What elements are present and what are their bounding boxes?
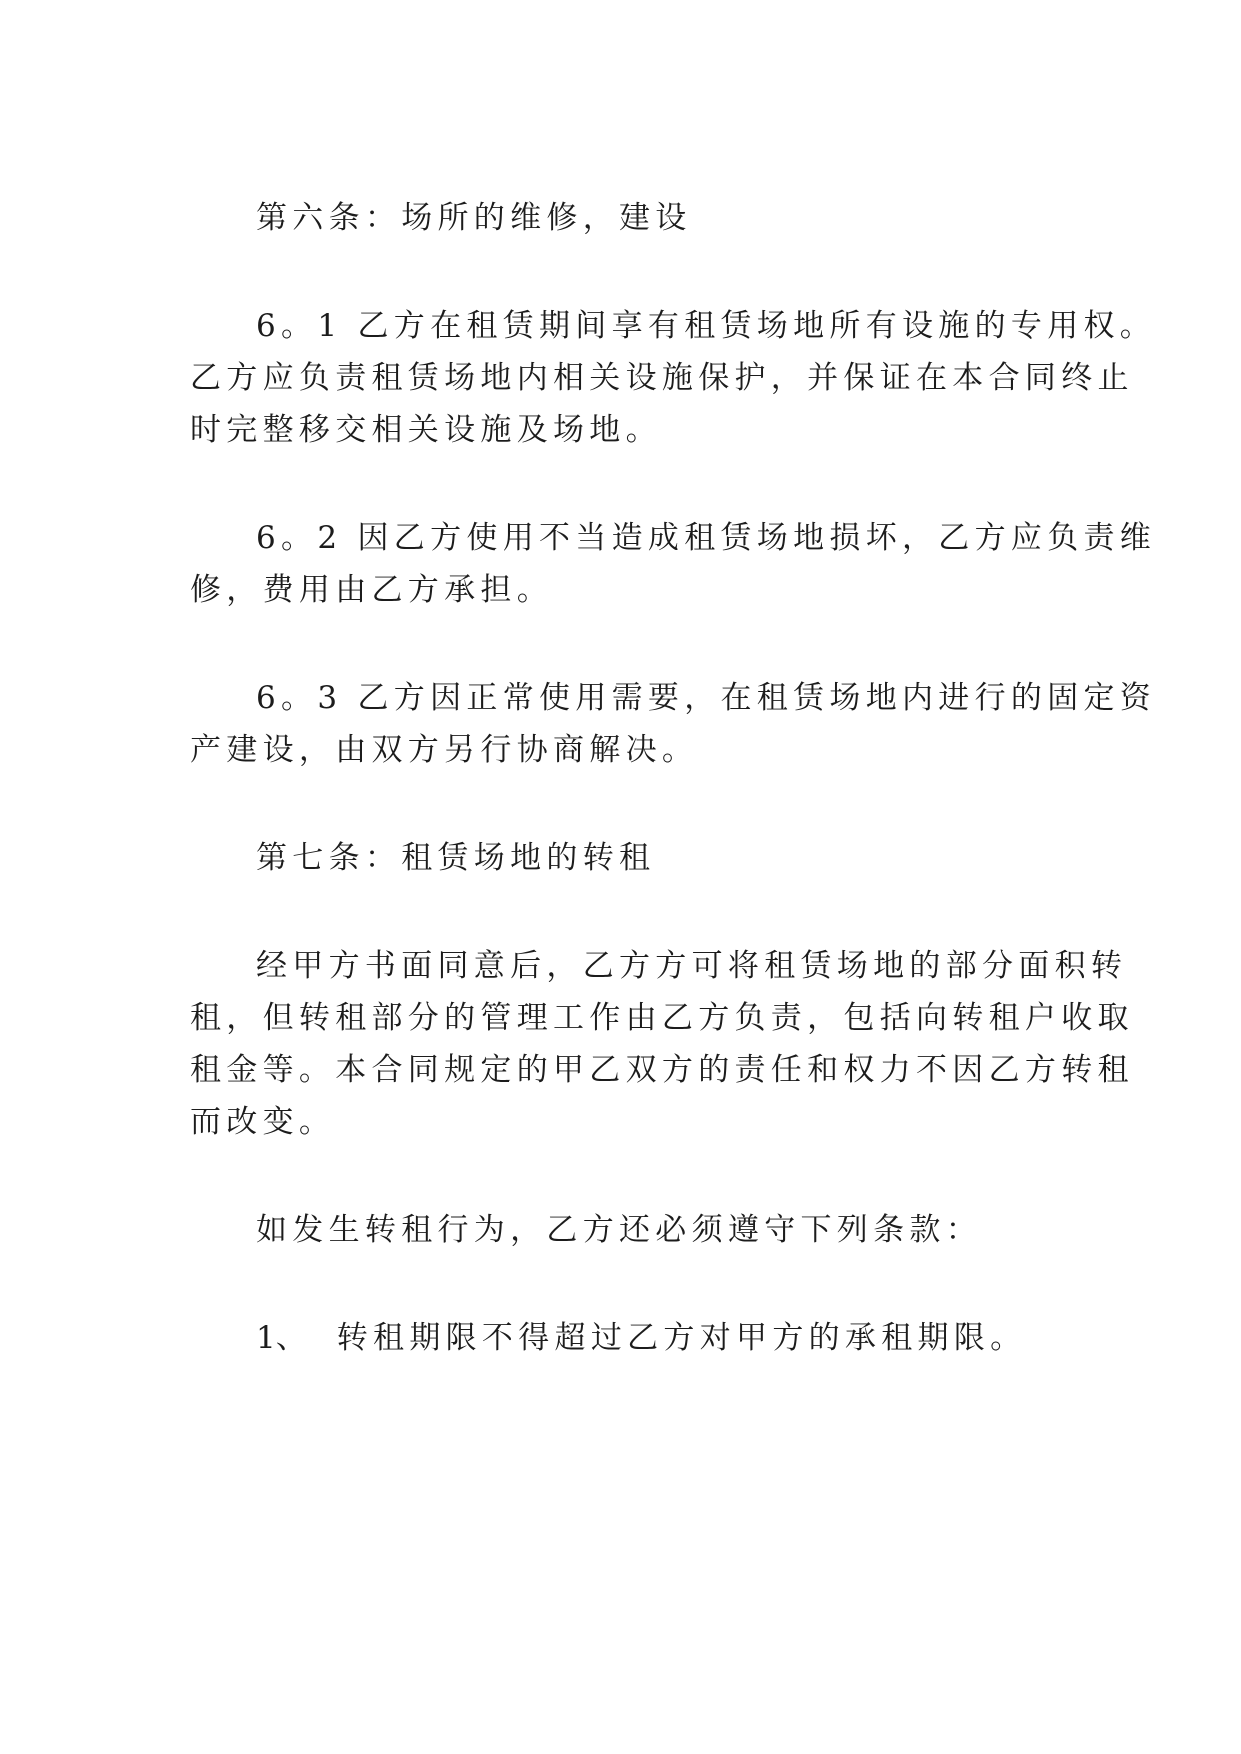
article-7-heading: 第七条：租赁场地的转租 (256, 840, 656, 876)
list-item-text: 转租期限不得超过乙方对甲方的承租期限。 (336, 1320, 1027, 1356)
clause-6-3-line-2: 产建设，由双方另行协商解决。 (190, 732, 699, 768)
clause-6-1-line-3: 时完整移交相关设施及场地。 (190, 412, 662, 448)
article-6-heading: 第六条：场所的维修，建设 (256, 200, 692, 236)
list-item-marker: 1、 (256, 1320, 307, 1356)
clause-6-2-line-2: 修，费用由乙方承担。 (190, 572, 553, 608)
clause-6-3-line-1: 6。3 乙方因正常使用需要，在租赁场地内进行的固定资 (256, 680, 1157, 716)
article-7-paragraph-1-line-4: 而改变。 (190, 1104, 336, 1140)
article-7-paragraph-2: 如发生转租行为，乙方还必须遵守下列条款： (256, 1212, 982, 1248)
article-7-paragraph-1-line-1: 经甲方书面同意后，乙方方可将租赁场地的部分面积转 (256, 948, 1128, 984)
list-item (256, 1318, 1026, 1358)
clause-6-1-line-1: 6。1 乙方在租赁期间享有租赁场地所有设施的专用权。 (256, 308, 1157, 344)
article-7-paragraph-1-line-3: 租金等。本合同规定的甲乙双方的责任和权力不因乙方转租 (190, 1052, 1134, 1088)
article-7-paragraph-1-line-2: 租，但转租部分的管理工作由乙方负责，包括向转租户收取 (190, 1000, 1134, 1036)
clause-6-2-line-1: 6。2 因乙方使用不当造成租赁场地损坏，乙方应负责维 (256, 520, 1157, 556)
clause-6-1-line-2: 乙方应负责租赁场地内相关设施保护，并保证在本合同终止 (190, 360, 1134, 396)
